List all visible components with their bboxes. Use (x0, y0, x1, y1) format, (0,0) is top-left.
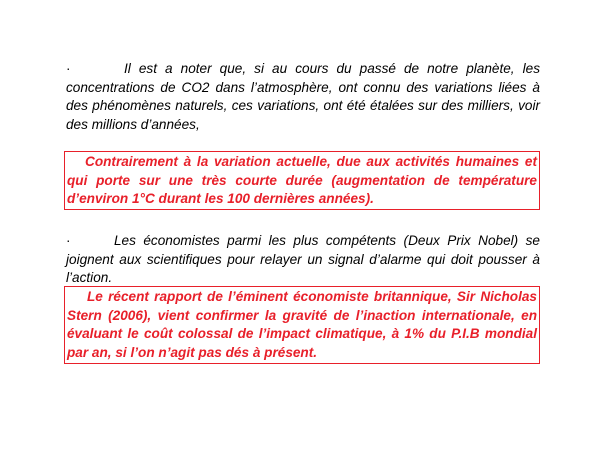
paragraph-economists (66, 232, 540, 288)
paragraph-text: Les économistes parmi les plus compétents (Deux Prix Nobel) se joignent aux scientifiques pour relayer un signal d’alarme qui doit pousser à l’action. (66, 233, 540, 285)
paragraph-past-co2-variations (66, 60, 540, 134)
highlight-text: Le récent rapport de l’éminent économiste britannique, Sir Nicholas Stern (2006), vient confirmer la gravité de l’inaction internationale, en évaluant le coût colossal de l’impact climatique, à 1% du P.I.B mondial par an, si l’on n’agit pas dés à présent. (67, 289, 537, 360)
highlight-text: Contrairement à la variation actuelle, due aux activités humaines et qui porte sur une très courte durée (augmentation de température d’environ 1°C durant les 100 dernières années). (67, 154, 537, 206)
paragraph-text: Il est a noter que, si au cours du passé de notre planète, les concentrations de CO2 dans l’atmosphère, ont connu des variations liées à des phénomènes naturels, ces variations, ont été étalées sur des milliers, voir des millions d’années, (66, 61, 540, 132)
highlight-box-current-variation (64, 151, 540, 210)
highlight-box-stern-report (64, 286, 540, 364)
bullet-icon: · (66, 61, 71, 76)
highlight-text-wrapper (65, 152, 539, 209)
bullet-icon: · (66, 233, 71, 248)
highlight-text-wrapper (65, 287, 539, 362)
